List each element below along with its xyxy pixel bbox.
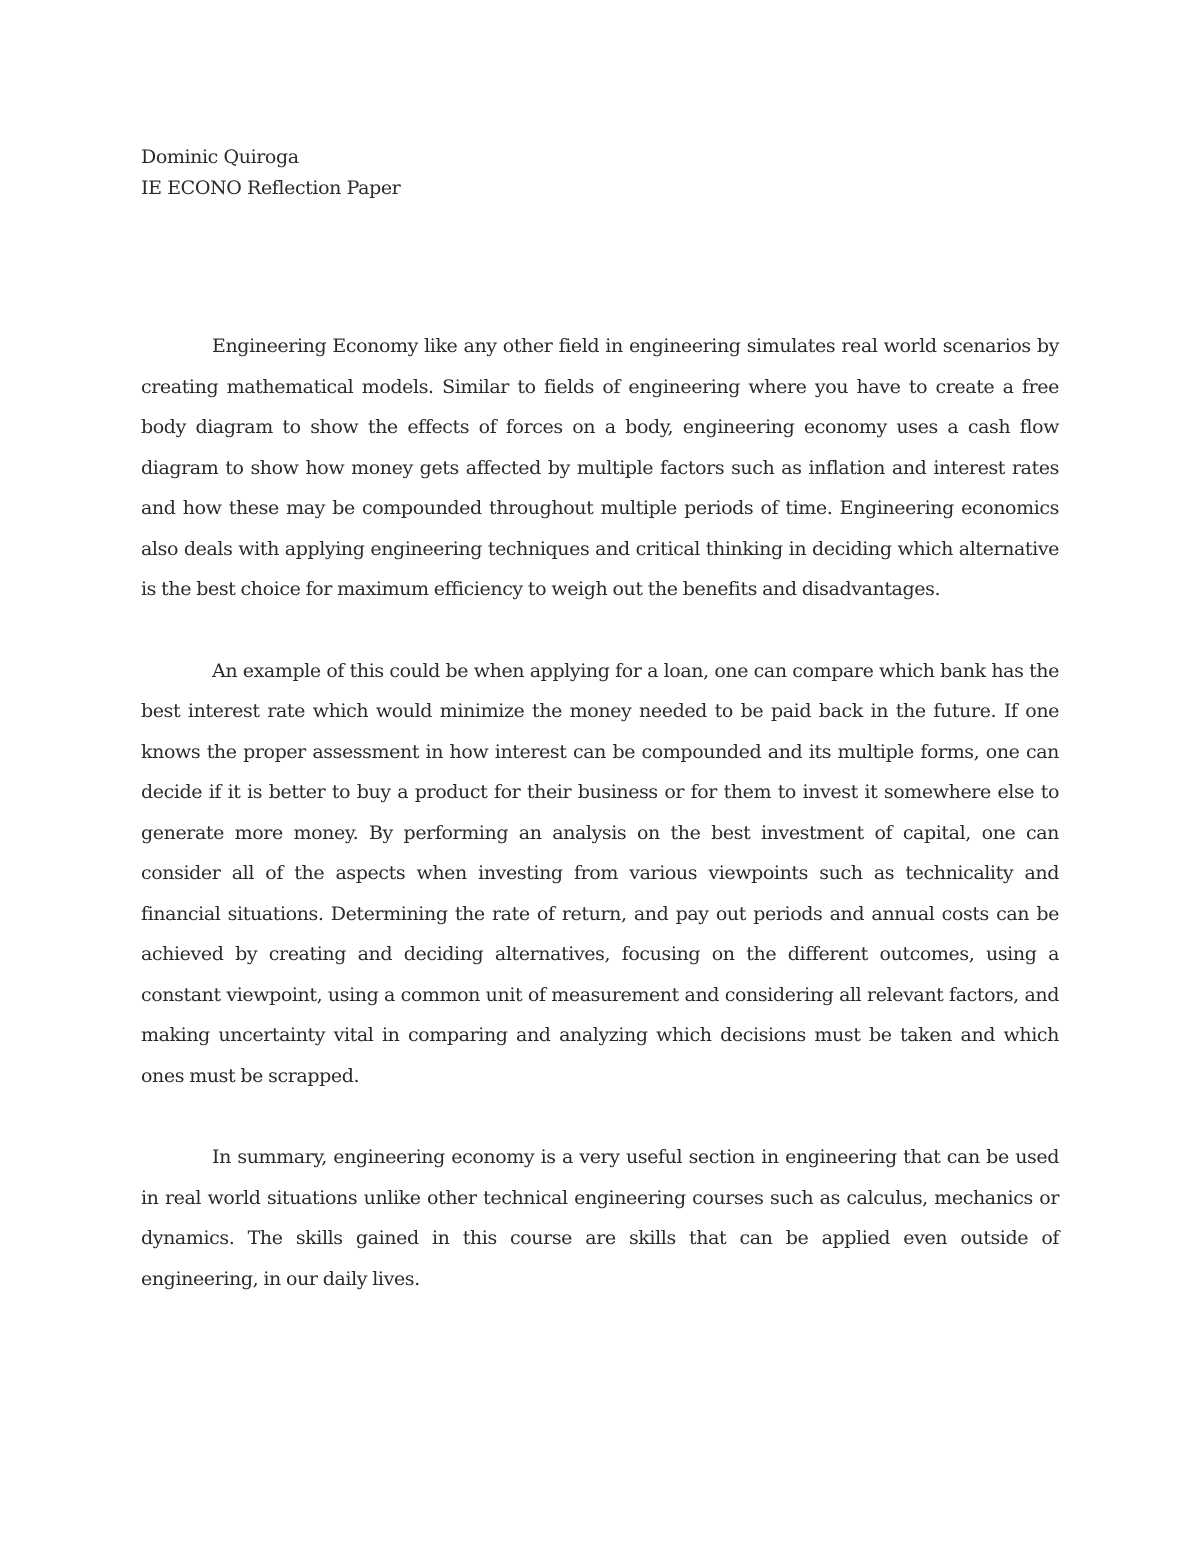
paragraph-example: An example of this could be when applying for a loan, one can compare which bank has the best interest rate which would minimize the money needed to be paid back in the future. If one knows the proper assessment in how interest can be compounded and its multiple forms, one can decide if it is better to buy a product for their business or for them to invest it somewhere else to generate more money. By performing an analysis on the best investment of capital, one can consider all of the aspects when investing from various viewpoints such as technicality and financial situations. Determining the rate of return, and pay out periods and annual costs can be achieved by creating and deciding alternatives, focusing on the different outcomes, using a constant viewpoint, using a common unit of measurement and considering all relevant factors, and making uncertainty vital in comparing and analyzing which decisions must be taken and which ones must be scrapped.	[141, 659, 1059, 1087]
document-header	[141, 142, 400, 204]
document-title: IE ECONO Reflection Paper	[141, 177, 401, 199]
document-body	[141, 326, 1059, 1299]
author-name: Dominic Quiroga	[141, 146, 299, 168]
paragraph-introduction: Engineering Economy like any other field in engineering simulates real world scenarios by creating mathematical models. Similar to fields of engineering where you have to create a free body diagram to show the effects of forces on a body, engineering economy uses a cash flow diagram to show how money gets affected by multiple factors such as inflation and interest rates and how these may be compounded throughout multiple periods of time. Engineering economics also deals with applying engineering techniques and critical thinking in deciding which alternative is the best choice for maximum efficiency to weigh out the benefits and disadvantages.	[141, 335, 1059, 600]
paragraph-summary: In summary, engineering economy is a very useful section in engineering that can be used in real world situations unlike other technical engineering courses such as calculus, mechanics or dynamics. The skills gained in this course are skills that can be applied even outside of engineering, in our daily lives.	[141, 1146, 1059, 1290]
